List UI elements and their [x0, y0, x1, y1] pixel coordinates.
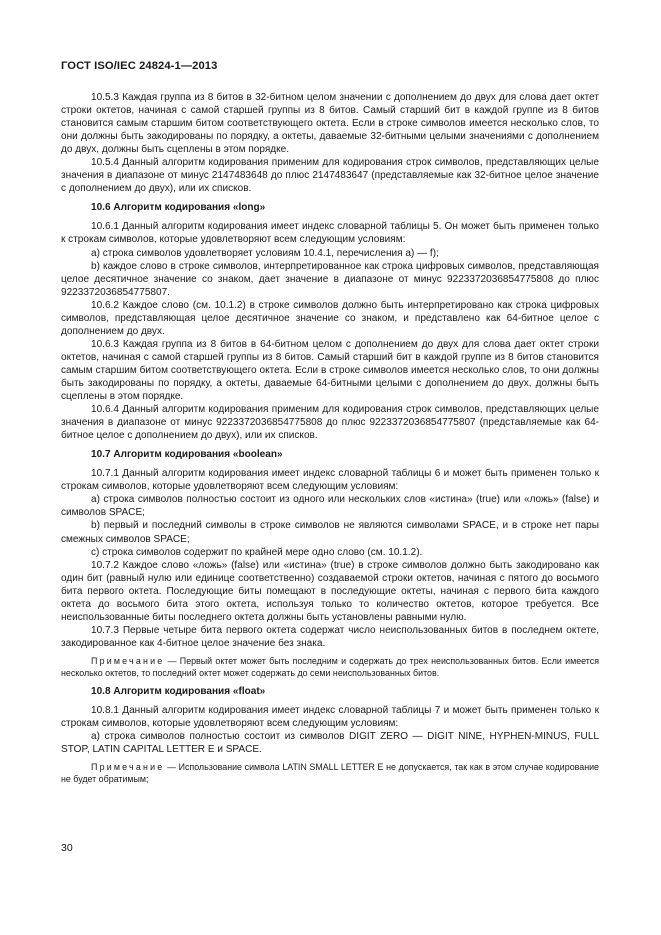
paragraph-10-7-2: 10.7.2 Каждое слово «ложь» (false) или «истина» (true) в строке символов должно быть закодировано как один бит (равный нулю или единице соответственно) создаваемой строки октетов, начиная с пятого до восьмого бита первого октета. Последующие биты помещают в последующие октеты, начиная с первого бита каждого октета до восьмого бита этого октета, используя только то количество октетов, которое требуется. Все неиспользованные биты последнего октета должны быть установлены равными нулю.: [61, 559, 599, 623]
paragraph-10-6-3: 10.6.3 Каждая группа из 8 битов в 64-битном целом с дополнением до двух для слова дает октет строки октетов, начиная с самой старшей группы из 8 битов. Самый старший бит в каждой группе из 8 битов становится самым старшим битом соответствующего октета. Если в строке символов имеется несколько слов, то они должны быть закодированы по порядку, а октеты, даваемые 64-битными целыми с дополнением до двух, должны быть сцеплены в этом порядке.: [61, 338, 599, 403]
document-body: [61, 91, 599, 791]
list-item-10-7-1-b: b) первый и последний символы в строке символов не являются символами SPACE, и в строке нет пары смежных символов SPACE;: [61, 520, 599, 545]
page-number: 30: [61, 842, 73, 854]
paragraph-10-6-4: 10.6.4 Данный алгоритм кодирования применим для кодирования строк символов, представляющих целые значения в диапазоне от минус 9223372036854775808 до плюс 9223372036854775807 (представляемые как 64-битное целое с дополнением до двух), или их списков.: [61, 404, 599, 442]
paragraph-10-5-3: 10.5.3 Каждая группа из 8 битов в 32-битном целом значении с дополнением до двух для слова дает октет строки октетов, начиная с самой старшей группы из 8 битов. Самый старший бит в каждой группе из 8 битов становится самым старшим битом соответствующего октета. Если в строке символов имеется несколько слов, то они должны быть закодированы по порядку, а октеты, даваемые 32-битными целыми значениями с дополнением до двух, должны быть сцеплены в этом порядке.: [61, 92, 599, 156]
paragraph-10-8-1: 10.8.1 Данный алгоритм кодирования имеет индекс словарной таблицы 7 и может быть применен только к строкам символов, которые удовлетворяют всем следующим условиям:: [61, 704, 599, 730]
note-10-8: [61, 761, 599, 785]
note-text: — Первый октет может быть последним и содержать до трех неиспользованных битов. Если имеется несколько октетов, то последний октет может содержать до семи неиспользованных битов.: [61, 655, 599, 678]
list-item-10-7-1-a: а) строка символов полностью состоит из одного или нескольких слов «истина» (true) или «ложь» (false) и символов SPACE;: [61, 494, 599, 519]
page-header-title: ГОСТ ISO/IEC 24824-1—2013: [61, 60, 218, 72]
section-heading-10-7: 10.7 Алгоритм кодирования «boolean»: [91, 449, 283, 461]
paragraph-10-5-4: 10.5.4 Данный алгоритм кодирования применим для кодирования строк символов, представляющих целые значения в диапазоне от минус 2147483648 до плюс 2147483647 (представляемые как 32-битное целое значение с дополнением до двух), или их списков.: [61, 157, 599, 195]
section-heading-10-6: 10.6 Алгоритм кодирования «long»: [91, 202, 266, 214]
section-heading-10-8: 10.8 Алгоритм кодирования «float»: [91, 685, 266, 697]
note-text: — Использование символа LATIN SMALL LETTER E не допускается, так как в этом случае кодирование не будет обратимым;: [61, 762, 599, 785]
note-label: Примечание: [91, 762, 165, 773]
list-item-10-7-1-c: с) строка символов содержит по крайней мере одно слово (см. 10.1.2).: [91, 546, 423, 558]
list-item-10-8-1-a: а) строка символов полностью состоит из символов DIGIT ZERO — DIGIT NINE, HYPHEN-MINUS, FULL STOP, LATIN CAPITAL LETTER E и SPACE.: [61, 731, 599, 756]
list-item-10-6-1-b: b) каждое слово в строке символов, интерпретированное как строка цифровых символов, представляющая целое десятичное значение со знаком, дает значение в диапазоне от минус 9223372036854775808 до плюс 9223372036854775807.: [61, 260, 599, 298]
paragraph-10-7-3: 10.7.3 Первые четыре бита первого октета содержат число неиспользованных битов в последнем октете, закодированное как 4-битное целое значение без знака.: [61, 624, 599, 649]
note-label: Примечание: [91, 655, 165, 666]
paragraph-10-6-1: 10.6.1 Данный алгоритм кодирования имеет индекс словарной таблицы 5. Он может быть применен только к строкам символов, которые удовлетворяют всем следующим условиям:: [61, 221, 599, 246]
paragraph-10-7-1: 10.7.1 Данный алгоритм кодирования имеет индекс словарной таблицы 6 и может быть применен только к строкам символов, которые удовлетворяют всем следующим условиям:: [61, 468, 599, 493]
note-10-7: [61, 655, 599, 679]
list-item-10-6-1-a: а) строка символов удовлетворяет условиям 10.4.1, перечисления а) — f);: [91, 247, 439, 259]
paragraph-10-6-2: 10.6.2 Каждое слово (см. 10.1.2) в строке символов должно быть интерпретировано как строка цифровых символов, представляющая целое десятичное значение со знаком, и представлено как 64-битное целое с дополнением до двух.: [61, 299, 599, 337]
